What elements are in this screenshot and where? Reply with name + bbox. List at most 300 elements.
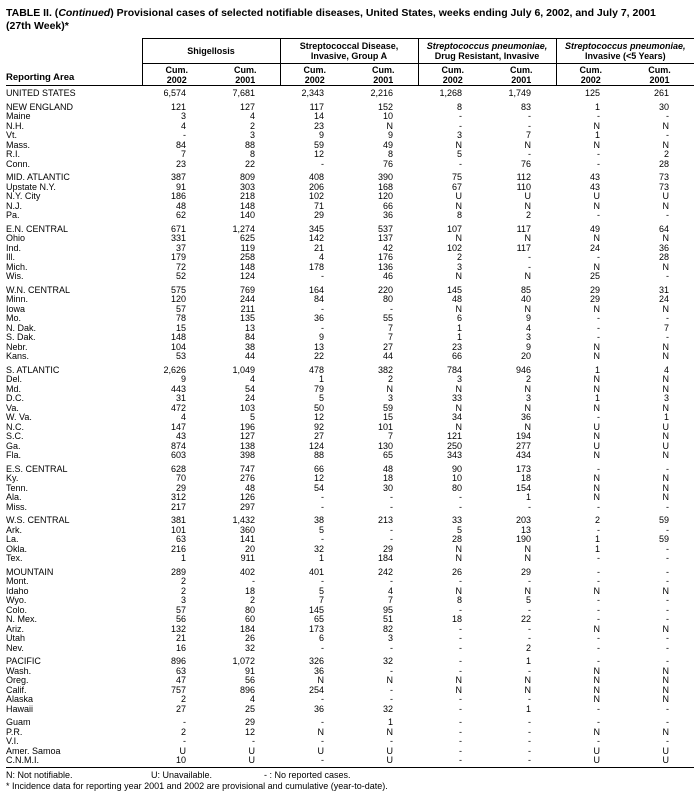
value-cell: 3 <box>664 393 670 403</box>
table-row <box>6 192 694 202</box>
value-cell: 29 <box>590 294 601 304</box>
group-header-row <box>6 39 694 64</box>
value-cell: 12 <box>314 412 325 422</box>
reporting-area-cell: E.S. CENTRAL <box>6 463 68 474</box>
value-cell: 13 <box>521 524 532 535</box>
value-cell: - <box>321 534 325 544</box>
value-cell: 33 <box>452 515 463 525</box>
value-cell: - <box>459 158 463 169</box>
value-cell: 138 <box>239 440 256 451</box>
value-cell: N <box>455 233 463 243</box>
value-cell: - <box>666 524 670 535</box>
cum-label: Cum. <box>372 64 395 75</box>
value-cell: 12 <box>314 149 325 159</box>
value-cell: - <box>528 633 532 643</box>
value-cell: 3 <box>250 130 256 140</box>
value-cell: - <box>666 111 670 121</box>
reporting-area-cell: N. Mex. <box>6 614 38 624</box>
value-cell: N <box>524 402 532 413</box>
value-cell: 747 <box>239 463 256 474</box>
value-cell: 36 <box>383 210 394 220</box>
value-cell: 2 <box>388 374 394 384</box>
table-row <box>6 657 694 667</box>
value-cell: U <box>662 745 670 756</box>
table-row <box>6 413 694 423</box>
table-row <box>6 385 694 395</box>
value-cell: - <box>528 149 532 159</box>
value-cell: N <box>593 383 601 394</box>
reporting-area-cell: Mo. <box>6 313 22 323</box>
value-cell: - <box>597 210 601 220</box>
value-cell: 178 <box>308 261 325 272</box>
table-row <box>6 474 694 484</box>
value-cell: 4 <box>250 374 256 384</box>
value-cell: 4 <box>250 694 256 704</box>
column-group-header <box>280 39 418 64</box>
reporting-area-cell: D.C. <box>6 393 24 403</box>
value-cell: 164 <box>308 284 325 295</box>
value-cell: - <box>666 463 670 474</box>
value-cell: N <box>455 684 463 695</box>
value-cell: - <box>597 322 601 333</box>
value-cell: U <box>593 745 601 756</box>
value-cell: 66 <box>314 463 325 474</box>
value-cell: - <box>321 755 325 765</box>
reporting-area-cell: Fla. <box>6 450 22 460</box>
value-cell: 9 <box>180 374 186 384</box>
value-cell: 44 <box>245 351 256 361</box>
value-cell: 1 <box>595 543 601 554</box>
table-row <box>6 625 694 635</box>
reporting-area-cell: R.I. <box>6 149 21 159</box>
cum-label: Cum. <box>441 64 465 75</box>
column-group-label-line1: Streptococcal Disease, <box>299 41 399 51</box>
table-row <box>6 676 694 686</box>
value-cell: 13 <box>245 322 256 333</box>
reporting-area-cell: Mont. <box>6 576 29 586</box>
value-cell: 32 <box>314 543 325 554</box>
value-cell: - <box>597 524 601 535</box>
value-cell: 76 <box>521 158 532 169</box>
value-cell: 4 <box>526 322 532 333</box>
reporting-area-cell: Ind. <box>6 242 22 253</box>
value-cell: 50 <box>314 402 325 413</box>
value-cell: 625 <box>239 233 256 243</box>
value-cell: 4 <box>388 585 394 596</box>
value-cell: U <box>386 745 394 756</box>
table-row <box>6 103 694 113</box>
reporting-area-cell: Maine <box>6 111 31 121</box>
reporting-area-cell: Ga. <box>6 440 21 451</box>
value-cell: N <box>386 383 394 394</box>
value-cell: 31 <box>659 284 670 295</box>
table-row <box>6 423 694 433</box>
value-cell: N <box>662 139 670 150</box>
value-cell: 49 <box>590 223 601 234</box>
value-cell: 24 <box>590 242 601 253</box>
value-cell: 18 <box>521 473 532 483</box>
value-cell: N <box>593 684 601 695</box>
value-cell: - <box>666 501 670 512</box>
table-row <box>6 314 694 324</box>
reporting-area-cell: Md. <box>6 383 22 394</box>
value-cell: N <box>593 623 601 634</box>
value-cell: 1 <box>595 364 601 375</box>
value-cell: 103 <box>239 402 256 413</box>
value-cell: 537 <box>377 223 394 234</box>
value-cell: 126 <box>239 492 256 502</box>
value-cell: 102 <box>308 191 325 201</box>
value-cell: 88 <box>314 450 325 460</box>
value-cell: - <box>666 543 670 554</box>
reporting-area-cell: Wyo. <box>6 595 27 605</box>
value-cell: N <box>662 726 670 737</box>
value-cell: 101 <box>377 421 394 432</box>
reporting-area-cell: C.N.M.I. <box>6 755 39 765</box>
value-cell: - <box>597 111 601 121</box>
value-cell: - <box>597 604 601 615</box>
value-cell: 4 <box>180 412 186 422</box>
column-group-header <box>556 39 694 64</box>
value-cell: 21 <box>314 242 325 253</box>
value-cell: N <box>662 351 670 361</box>
value-cell: - <box>183 717 186 727</box>
value-cell: 277 <box>515 440 532 451</box>
value-cell: 65 <box>314 614 325 624</box>
value-cell: U <box>662 755 670 765</box>
value-cell: 29 <box>314 210 325 220</box>
table-row <box>6 728 694 738</box>
value-cell: 9 <box>319 130 325 140</box>
table-row <box>6 343 694 353</box>
value-cell: 135 <box>239 313 256 323</box>
value-cell: 1,749 <box>508 88 532 98</box>
value-cell: - <box>390 303 394 314</box>
value-cell: 121 <box>446 431 463 441</box>
value-cell: - <box>459 755 463 765</box>
value-cell: 9 <box>388 130 394 140</box>
table-row <box>6 451 694 461</box>
reporting-area-cell: W. Va. <box>6 412 32 422</box>
column-group-header <box>142 39 280 64</box>
table-row <box>6 253 694 263</box>
value-cell: 911 <box>240 553 256 563</box>
reporting-area-cell: Amer. Samoa <box>6 745 61 756</box>
table-row <box>6 211 694 221</box>
reporting-area-cell: MOUNTAIN <box>6 566 54 577</box>
value-cell: 18 <box>452 614 463 624</box>
value-cell: 7 <box>180 149 186 159</box>
value-cell: 46 <box>383 271 394 281</box>
value-cell: N <box>524 303 532 314</box>
value-cell: N <box>593 233 601 243</box>
value-cell: - <box>390 665 394 676</box>
reporting-area-cell: W.N. CENTRAL <box>6 284 71 295</box>
value-cell: 47 <box>175 675 186 685</box>
table-row <box>6 596 694 606</box>
value-cell: N <box>317 675 325 685</box>
value-cell: N <box>662 402 670 413</box>
reporting-area-cell: N. Dak. <box>6 322 37 333</box>
table-row <box>6 554 694 564</box>
value-cell: - <box>321 501 325 512</box>
value-cell: N <box>662 585 670 596</box>
value-cell: 90 <box>452 463 463 474</box>
value-cell: - <box>666 271 670 281</box>
value-cell: 62 <box>175 210 186 220</box>
footnotes <box>6 767 694 792</box>
cum-year-header <box>487 64 556 86</box>
value-cell: 1,432 <box>232 515 256 525</box>
value-cell: 434 <box>515 450 532 460</box>
value-cell: N <box>662 492 670 502</box>
table-title-week: (27th Week)* <box>6 20 69 32</box>
value-cell: 190 <box>515 534 532 544</box>
column-group-label-line2: Invasive (<5 Years) <box>584 51 666 61</box>
reporting-area-cell: Vt. <box>6 130 18 140</box>
value-cell: - <box>528 665 532 676</box>
value-cell: - <box>321 303 325 314</box>
reporting-area-cell: Ariz. <box>6 623 24 634</box>
value-cell: 65 <box>383 450 394 460</box>
value-cell: 381 <box>170 515 186 525</box>
value-cell: 1 <box>457 322 463 333</box>
column-group-header <box>418 39 556 64</box>
value-cell: - <box>390 736 394 746</box>
cum-label: Cum. <box>648 64 671 75</box>
value-cell: - <box>321 717 325 727</box>
value-cell: 63 <box>175 534 186 544</box>
value-cell: 125 <box>584 88 601 98</box>
value-cell: 20 <box>521 351 532 361</box>
value-cell: - <box>321 736 325 746</box>
value-cell: 124 <box>308 440 325 451</box>
value-cell: 48 <box>245 482 256 493</box>
value-cell: 152 <box>377 101 394 112</box>
value-cell: 148 <box>239 200 256 211</box>
value-cell: 2 <box>180 576 186 586</box>
value-cell: 176 <box>377 252 394 262</box>
value-cell: 3 <box>526 393 532 403</box>
value-cell: N <box>455 271 463 281</box>
value-cell: 4 <box>180 120 186 131</box>
table-row <box>6 295 694 305</box>
value-cell: 9 <box>319 332 325 342</box>
table-row <box>6 141 694 151</box>
value-cell: N <box>593 726 601 737</box>
value-cell: 179 <box>170 252 186 262</box>
value-cell: 360 <box>239 524 256 535</box>
table-row <box>6 516 694 526</box>
value-cell: U <box>593 755 601 765</box>
value-cell: 206 <box>308 181 325 192</box>
value-cell: N <box>455 383 463 394</box>
value-cell: 29 <box>590 284 601 295</box>
value-cell: 1 <box>319 553 325 563</box>
value-cell: 154 <box>515 482 532 493</box>
value-cell: 5 <box>319 524 325 535</box>
value-cell: 37 <box>175 242 186 253</box>
value-cell: 73 <box>659 172 670 182</box>
value-cell: 276 <box>239 473 256 483</box>
table-row <box>6 160 694 170</box>
value-cell: 4 <box>319 252 325 262</box>
cum-year-header <box>211 64 280 86</box>
value-cell: 13 <box>314 341 325 352</box>
value-cell: 331 <box>170 233 186 243</box>
value-cell: - <box>666 703 670 714</box>
table-row <box>6 375 694 385</box>
value-cell: 5 <box>457 524 463 535</box>
value-cell: 10 <box>175 755 186 765</box>
value-cell: 2 <box>526 210 532 220</box>
reporting-area-cell: Hawaii <box>6 703 34 714</box>
value-cell: 9 <box>526 341 532 352</box>
reporting-area-cell: S.C. <box>6 431 24 441</box>
value-cell: - <box>459 717 463 727</box>
value-cell: 3 <box>180 111 186 121</box>
value-cell: 603 <box>170 450 186 460</box>
reporting-area-cell: V.I. <box>6 736 19 746</box>
cum-year-header <box>556 64 625 86</box>
value-cell: - <box>597 158 601 169</box>
value-cell: - <box>459 656 463 666</box>
value-cell: 32 <box>245 642 256 653</box>
value-cell: 3 <box>388 633 394 643</box>
value-cell: 217 <box>170 501 186 512</box>
value-cell: 1,072 <box>232 656 256 666</box>
value-cell: 48 <box>383 463 394 474</box>
value-cell: N <box>524 139 532 150</box>
reporting-area-cell: Va. <box>6 402 19 413</box>
reporting-area-cell: PACIFIC <box>6 656 41 666</box>
value-cell: 22 <box>245 158 256 169</box>
reporting-area-cell: N.J. <box>6 200 23 211</box>
table-row <box>6 545 694 555</box>
value-cell: - <box>666 717 670 727</box>
value-cell: 85 <box>521 284 532 295</box>
value-cell: N <box>662 383 670 394</box>
reporting-area-cell: Tenn. <box>6 482 29 493</box>
value-cell: 136 <box>377 261 394 272</box>
reporting-area-cell: S. Dak. <box>6 332 36 342</box>
value-cell: 242 <box>377 566 394 577</box>
value-cell: - <box>597 149 601 159</box>
value-cell: 1 <box>526 492 532 502</box>
value-cell: 874 <box>170 440 186 451</box>
value-cell: 184 <box>239 623 256 634</box>
value-cell: N <box>593 431 601 441</box>
value-cell: 1 <box>180 553 186 563</box>
value-cell: 4 <box>250 111 256 121</box>
cum-year-header <box>418 64 487 86</box>
footnote-not-notifiable: N: Not notifiable. <box>6 769 73 780</box>
value-cell: - <box>597 736 601 746</box>
column-group-label-line2: Invasive, Group A <box>310 51 388 61</box>
reporting-area-cell: La. <box>6 534 19 544</box>
table-row <box>6 352 694 362</box>
value-cell: N <box>593 473 601 483</box>
table-row <box>6 484 694 494</box>
value-cell: N <box>386 726 394 737</box>
value-cell: 5 <box>319 393 325 403</box>
value-cell: 67 <box>452 181 463 192</box>
value-cell: - <box>459 703 463 714</box>
value-cell: - <box>666 604 670 615</box>
value-cell: N <box>593 341 601 352</box>
value-cell: 575 <box>170 284 186 295</box>
year-label: 2001 <box>649 74 670 85</box>
table-row <box>6 86 694 99</box>
value-cell: 184 <box>377 553 394 563</box>
value-cell: 63 <box>175 665 186 676</box>
value-cell: 27 <box>314 431 325 441</box>
value-cell: N <box>662 450 670 460</box>
value-cell: N <box>455 675 463 685</box>
value-cell: 29 <box>175 482 186 493</box>
reporting-area-cell: Upstate N.Y. <box>6 181 56 192</box>
value-cell: - <box>528 111 532 121</box>
value-cell: N <box>524 543 532 554</box>
cum-year-header <box>625 64 694 86</box>
column-group-label-line1: Streptococcus pneumoniae, <box>565 41 686 51</box>
value-cell: 73 <box>659 181 670 192</box>
reporting-area-cell: Pa. <box>6 210 20 220</box>
table-row <box>6 526 694 536</box>
value-cell: 27 <box>383 341 394 352</box>
value-cell: N <box>662 431 670 441</box>
value-cell: N <box>455 421 463 432</box>
value-cell: U <box>248 755 256 765</box>
table-row <box>6 644 694 654</box>
value-cell: 16 <box>175 642 186 653</box>
reporting-area-cell: S. ATLANTIC <box>6 364 60 375</box>
table-row <box>6 667 694 677</box>
value-cell: 29 <box>383 543 394 554</box>
value-cell: N <box>455 402 463 413</box>
value-cell: N <box>386 675 394 685</box>
value-cell: N <box>524 421 532 432</box>
table-row <box>6 442 694 452</box>
value-cell: 2,626 <box>163 364 186 375</box>
value-cell: 110 <box>516 181 532 192</box>
reporting-area-cell: Nebr. <box>6 341 28 352</box>
value-cell: - <box>390 501 394 512</box>
value-cell: - <box>459 694 463 704</box>
value-cell: 82 <box>383 623 394 634</box>
value-cell: 54 <box>245 383 256 394</box>
value-cell: 66 <box>383 200 394 211</box>
value-cell: 43 <box>590 181 601 192</box>
value-cell: 59 <box>314 139 325 150</box>
value-cell: 387 <box>170 172 186 182</box>
value-cell: N <box>662 200 670 211</box>
table-row <box>6 695 694 705</box>
value-cell: 120 <box>170 294 186 304</box>
value-cell: 9 <box>526 313 532 323</box>
value-cell: N <box>593 120 601 131</box>
value-cell: 345 <box>308 223 325 234</box>
value-cell: - <box>459 623 463 634</box>
value-cell: N <box>455 585 463 596</box>
value-cell: 48 <box>175 200 186 211</box>
reporting-area-header: Reporting Area <box>6 39 142 86</box>
value-cell: N <box>455 303 463 314</box>
value-cell: - <box>528 726 532 737</box>
value-cell: U <box>179 745 186 756</box>
value-cell: - <box>597 313 601 323</box>
value-cell: U <box>386 755 394 765</box>
